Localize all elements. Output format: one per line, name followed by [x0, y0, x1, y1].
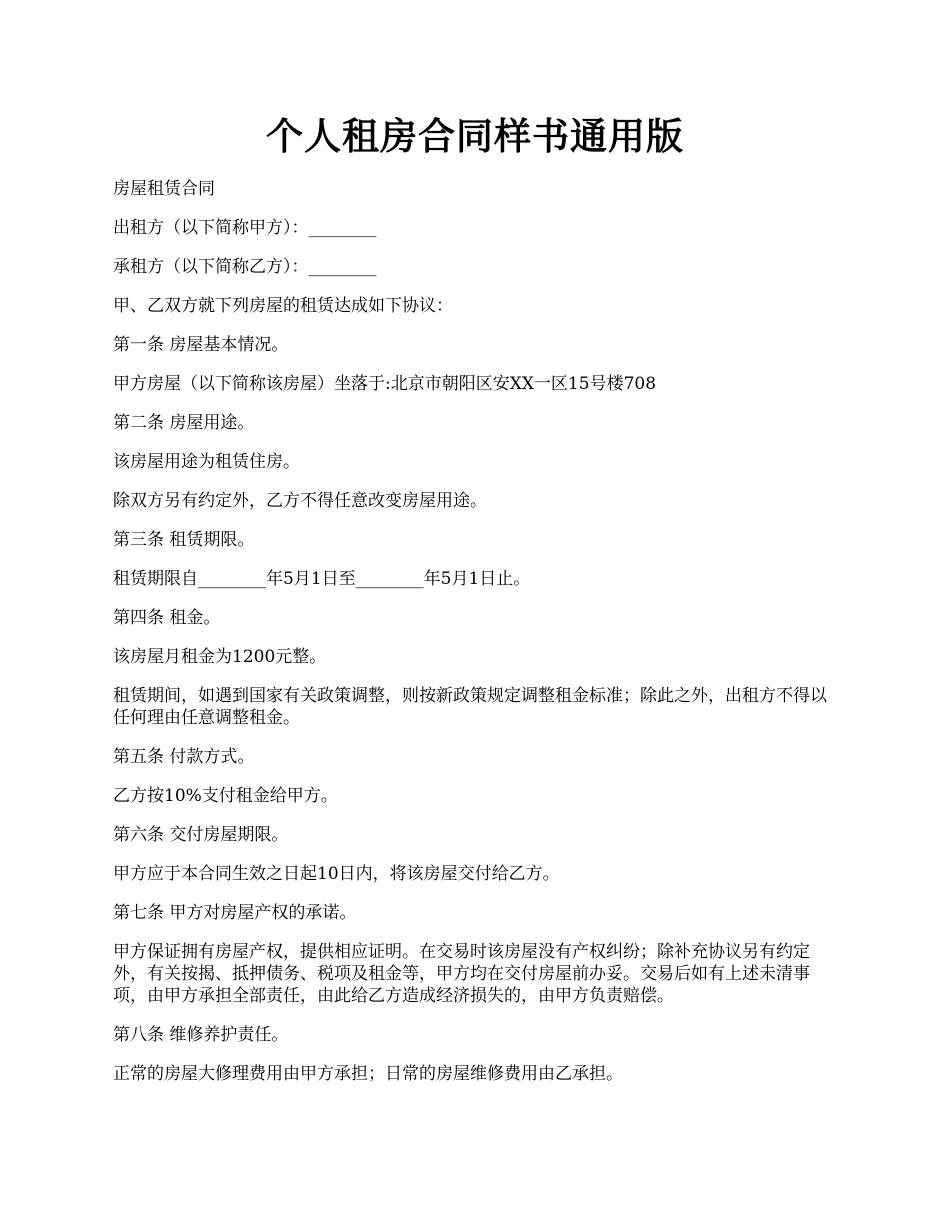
paragraph-agreement: 甲、乙双方就下列房屋的租赁达成如下协议： [113, 296, 453, 316]
article-2-text-1: 该房屋用途为租赁住房。 [113, 452, 300, 472]
article-1-heading: 第一条 房屋基本情况。 [113, 335, 289, 355]
document-body [113, 178, 840, 1102]
article-2-heading: 第二条 房屋用途。 [113, 413, 255, 433]
article-8-heading: 第八条 维修养护责任。 [113, 1025, 289, 1045]
paragraph-lessee: 承租方（以下简称乙方）：________ [113, 257, 377, 277]
article-7-text: 甲方保证拥有房屋产权，提供相应证明。在交易时该房屋没有产权纠纷；除补充协议另有约定外，有关按揭、抵押债务、税项及租金等，甲方均在交付房屋前办妥。交易后如有上述未清事项，由甲方承担全部责任，由此给乙方造成经济损失的，由甲方负责赔偿。 [113, 942, 810, 1006]
article-4-heading: 第四条 租金。 [113, 608, 221, 628]
article-6-text: 甲方应于本合同生效之日起10日内，将该房屋交付给乙方。 [113, 864, 560, 884]
paragraph-lessor: 出租方（以下简称甲方）：________ [113, 218, 377, 238]
article-4-text-1: 该房屋月租金为1200元整。 [113, 647, 327, 667]
document-title: 个人租房合同样书通用版 [266, 114, 684, 158]
article-4-text-2: 租赁期间，如遇到国家有关政策调整，则按新政策规定调整租金标准；除此之外，出租方不得以任何理由任意调整租金。 [113, 686, 827, 728]
article-5-heading: 第五条 付款方式。 [113, 747, 255, 767]
article-2-text-2: 除双方另有约定外，乙方不得任意改变房屋用途。 [113, 491, 487, 511]
article-3-heading: 第三条 租赁期限。 [113, 530, 255, 550]
article-5-text: 乙方按10%支付租金给甲方。 [113, 786, 338, 806]
article-7-heading: 第七条 甲方对房屋产权的承诺。 [113, 903, 357, 923]
article-8-text: 正常的房屋大修理费用由甲方承担；日常的房屋维修费用由乙承担。 [113, 1064, 623, 1084]
article-6-heading: 第六条 交付房屋期限。 [113, 825, 289, 845]
article-3-text: 租赁期限自________年5月1日至________年5月1日止。 [113, 569, 531, 589]
paragraph-heading: 房屋租赁合同 [113, 179, 215, 199]
article-1-text: 甲方房屋（以下简称该房屋）坐落于:北京市朝阳区安XX一区15号楼708 [113, 374, 657, 394]
